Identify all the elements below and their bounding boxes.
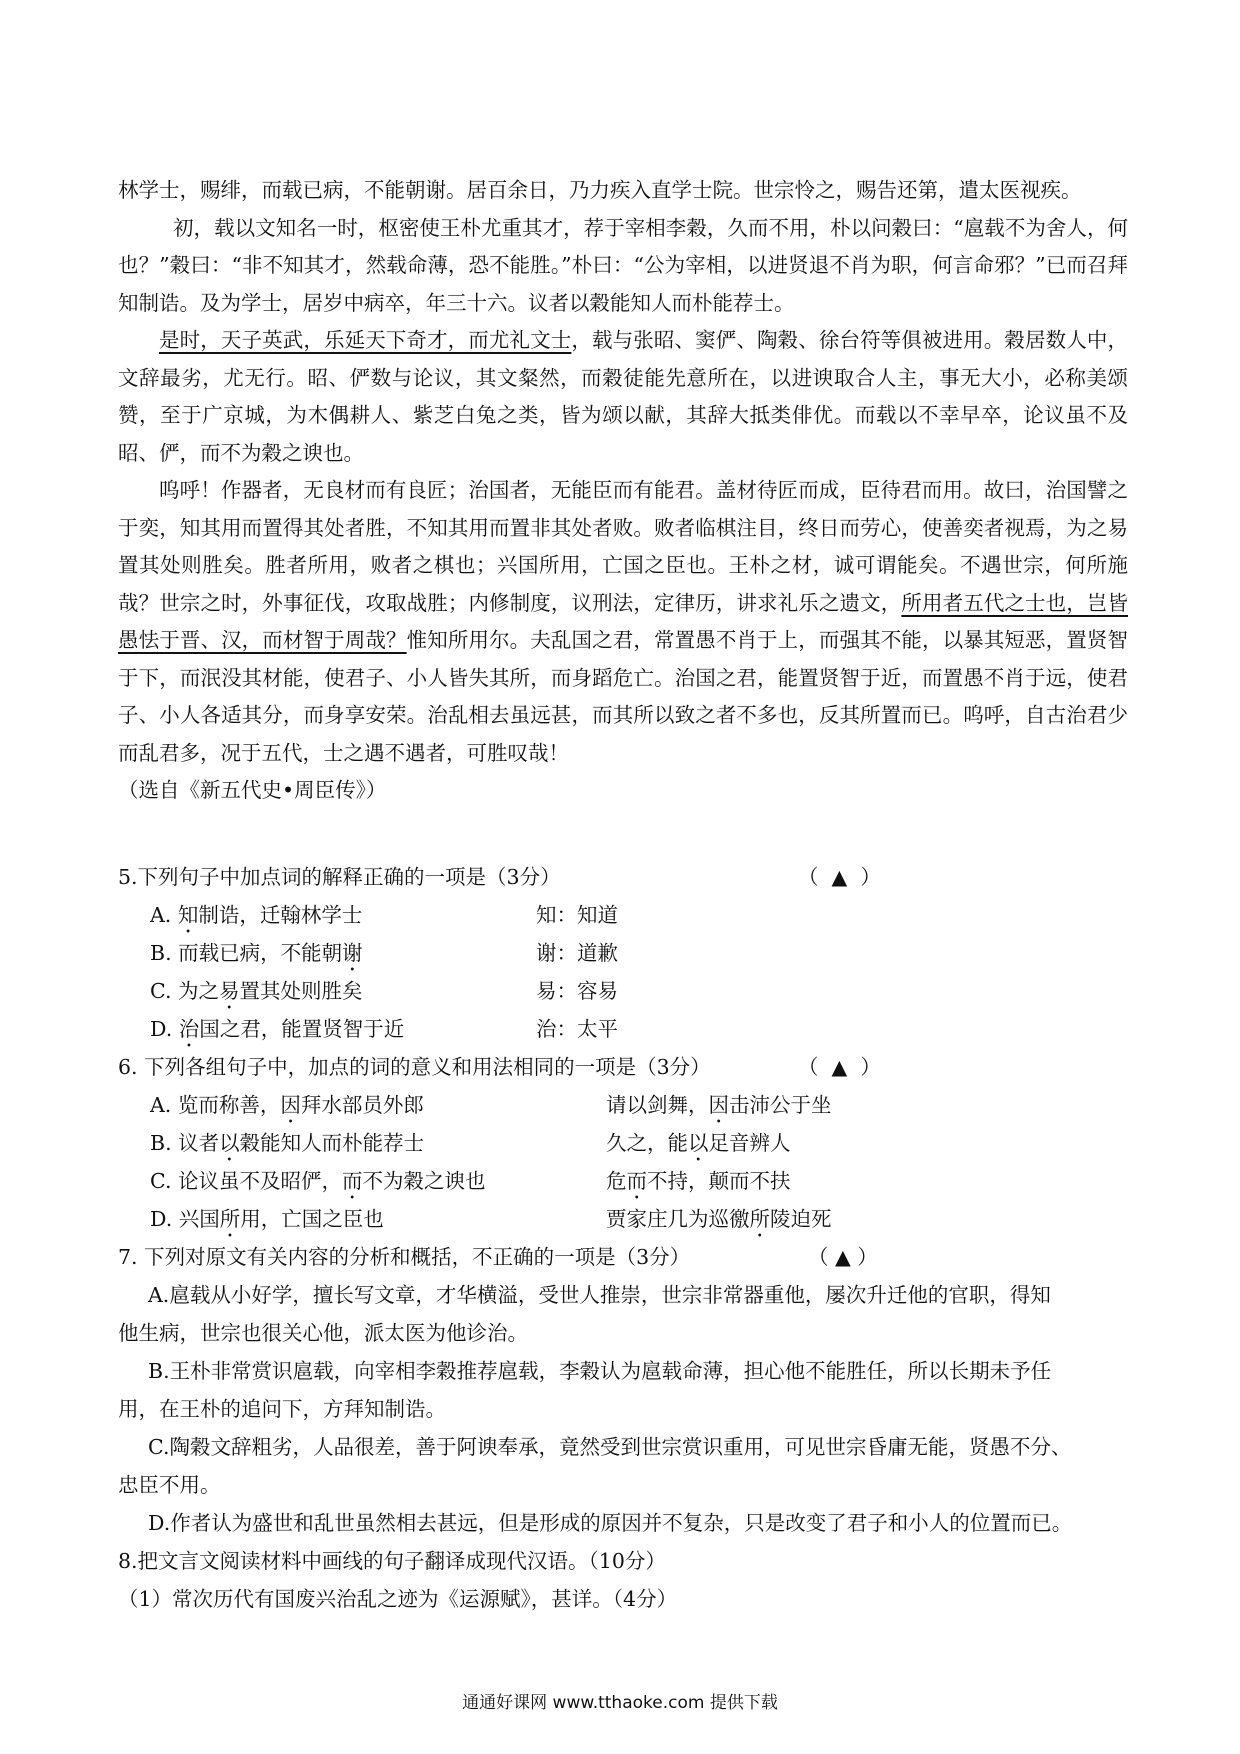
option-gloss: 治：太平 bbox=[536, 1017, 618, 1041]
question-6 bbox=[118, 1048, 1128, 1086]
q6-option-a bbox=[118, 1086, 1128, 1124]
option-text: 兴国 bbox=[178, 1207, 220, 1231]
option-text: 置其处则胜矣 bbox=[239, 979, 363, 1003]
page-footer: 通通好课网 www.tthaoke.com 提供下载 bbox=[462, 1693, 778, 1713]
option-label: C. bbox=[150, 979, 172, 1003]
q6-option-b bbox=[118, 1124, 1128, 1162]
question-8-sub-1: （1）常次历代有国废兴治乱之迹为《运源赋》，甚详。（4分） bbox=[118, 1587, 678, 1611]
option-label: B. bbox=[150, 1131, 172, 1155]
option-text: 不为穀之谀也 bbox=[362, 1169, 486, 1193]
passage-paragraph-4-end: 惟知所用尔。夫乱国之君，常置愚不肖于上，而强其不能，以暴其短恶，置贤智于下，而泯没其材能，使君子、小人皆失其所，而身蹈危亡。治国之君，能置贤智于近，而置愚不肖于远，使君子、小人各适其分，而身享安荣。治乱相去虽远甚，而其所以致之者不多也，反其所置而已。呜呼，自古治君少而乱君多，况于五代，士之遇不遇者，可胜叹哉！ bbox=[118, 628, 1129, 765]
q5-option-d bbox=[118, 1010, 1128, 1048]
dotted-word: 因 bbox=[708, 1093, 729, 1117]
q6-option-d bbox=[118, 1200, 1128, 1238]
q6-option-c bbox=[118, 1162, 1128, 1200]
option-text: 制诰，迁翰林学士 bbox=[198, 903, 363, 927]
q7-option-a-cont: 他生病，世宗也很关心他，派太医为他诊治。 bbox=[118, 1321, 528, 1345]
passage-paragraph-3 bbox=[118, 322, 1128, 472]
option-label: D. bbox=[150, 1207, 173, 1231]
passage-source: （选自《新五代史•周臣传》） bbox=[118, 778, 387, 802]
dotted-word: 所 bbox=[749, 1207, 770, 1231]
passage-paragraph-1: 林学士，赐绯，而载已病，不能朝谢。居百余日，乃力疾入直学士院。世宗怜之，赐告还第，遣太医视疾。 bbox=[118, 178, 1082, 202]
option-text: 而载已病，不能朝 bbox=[178, 941, 343, 965]
question-7 bbox=[118, 1238, 1128, 1276]
option-text: 用，亡国之臣也 bbox=[240, 1207, 384, 1231]
option-text: 请以剑舞， bbox=[606, 1093, 709, 1117]
option-gloss: 易：容易 bbox=[536, 979, 618, 1003]
option-label: B. bbox=[150, 941, 172, 965]
question-6-stem: 6. 下列各组句子中，加点的词的意义和用法相同的一项是（3分） bbox=[118, 1055, 711, 1079]
passage-paragraph-4-start: 呜呼！作器者，无良材而有良匠；治国者，无能臣而有能君。盖材待匠而成，臣待君而用。故曰，治国譬之于奕，知其用而置得其处者胜，不知其用而置非其处者败。败者临棋注目，终日而劳心，使善奕者视焉，为之易置其处则胜矣。胜者所用，败者之棋也；兴国所用，亡国之臣也。王朴之材，诚可谓能矣。不遇世宗，何所施哉？世宗之时，外事征伐，攻取战胜；内修制度，议刑法，定律历，讲求礼乐之遗文， bbox=[118, 478, 1128, 615]
q5-option-a bbox=[118, 896, 1128, 934]
answer-placeholder-6: （ ▲ ） bbox=[798, 1055, 881, 1079]
dotted-word: 而 bbox=[342, 1169, 363, 1193]
q7-option-c: C.陶穀文辞粗劣，人品很差，善于阿谀奉承，竟然受到世宗赏识重用，可见世宗昏庸无能，贤愚不分、 bbox=[148, 1435, 1072, 1459]
q7-option-c-cont: 忠臣不用。 bbox=[118, 1473, 221, 1497]
option-gloss: 知：知道 bbox=[536, 903, 618, 927]
answer-placeholder-7: （ ▲ ） bbox=[808, 1245, 878, 1269]
option-gloss: 谢：道歉 bbox=[536, 941, 618, 965]
comparison-sentence bbox=[606, 1200, 832, 1242]
question-8-stem: 8.把文言文阅读材料中画线的句子翻译成现代汉语。（10分） bbox=[118, 1549, 666, 1573]
passage-paragraph-4 bbox=[118, 472, 1128, 772]
option-text: 久之，能 bbox=[606, 1131, 688, 1155]
option-text: 不持，颠而不扶 bbox=[647, 1169, 791, 1193]
option-text: 拜水部员外郎 bbox=[300, 1093, 424, 1117]
classical-passage bbox=[118, 172, 1128, 810]
dotted-word: 治 bbox=[178, 1017, 200, 1041]
option-text: 贾家庄几为巡徼 bbox=[606, 1207, 750, 1231]
option-label: D. bbox=[150, 1017, 173, 1041]
option-text: 危 bbox=[606, 1169, 627, 1193]
underlined-sentence-2: 所用者五代之士也，岂皆愚怯于晋、汉，而材智于周哉？ bbox=[118, 590, 1129, 652]
option-text: 为之 bbox=[178, 979, 220, 1003]
option-label: A. bbox=[150, 1093, 172, 1117]
comparison-sentence bbox=[606, 1086, 832, 1128]
q5-option-b bbox=[118, 934, 1128, 972]
option-text: 议者 bbox=[178, 1131, 220, 1155]
dotted-word: 以 bbox=[688, 1131, 709, 1155]
question-5-stem: 5.下列句子中加点词的解释正确的一项是（3分） bbox=[118, 865, 561, 889]
comparison-sentence bbox=[606, 1162, 791, 1204]
answer-placeholder-5: （ ▲ ） bbox=[798, 865, 881, 889]
dotted-word: 而 bbox=[626, 1169, 647, 1193]
option-text: 击沛公于坐 bbox=[729, 1093, 832, 1117]
question-5 bbox=[118, 858, 1128, 896]
comparison-sentence bbox=[606, 1124, 791, 1166]
q7-option-a: A.扈载从小好学，擅长写文章，才华横溢，受世人推崇，世宗非常器重他，屡次升迁他的官职，得知 bbox=[148, 1283, 1051, 1307]
q5-option-c bbox=[118, 972, 1128, 1010]
q7-option-b: B.王朴非常赏识扈载，向宰相李穀推荐扈载，李穀认为扈载命薄，担心他不能胜任，所以长期未予任 bbox=[148, 1359, 1052, 1383]
option-text: 足音辨人 bbox=[708, 1131, 791, 1155]
option-text: 览而称善， bbox=[177, 1093, 281, 1117]
option-text: 穀能知人而朴能荐士 bbox=[239, 1131, 425, 1155]
option-text: 论议虽不及昭俨， bbox=[178, 1169, 343, 1193]
dotted-word: 知 bbox=[177, 903, 199, 927]
dotted-word: 以 bbox=[219, 1131, 240, 1155]
passage-paragraph-3-rest: ，载与张昭、窦俨、陶穀、徐台符等俱被进用。穀居数人中，文辞最劣，尤无行。昭、俨数与论议，其文粲然，而穀徒能先意所在，以进谀取合人主，事无大小，必称美颂赞，至于广京城，为木偶耕人、紫芝白兔之类，皆为颂以献，其辞大抵类俳优。而载以不幸早卒，论议虽不及昭、俨，而不为穀之谀也。 bbox=[118, 328, 1128, 465]
dotted-word: 易 bbox=[219, 979, 240, 1003]
dotted-word: 所 bbox=[219, 1207, 241, 1231]
questions-section bbox=[118, 858, 1128, 1618]
question-7-stem: 7. 下列对原文有关内容的分析和概括，不正确的一项是（3分） bbox=[118, 1245, 691, 1269]
underlined-sentence-1: 是时，天子英武，乐延天下奇才，而尤礼文士 bbox=[159, 328, 572, 352]
option-label: A. bbox=[150, 903, 172, 927]
passage-paragraph-2: 初，载以文知名一时，枢密使王朴尤重其才，荐于宰相李穀，久而不用，朴以问穀曰：“扈载不为舍人，何也？”穀曰：“非不知其才，然载命薄，恐不能胜。”朴曰：“公为宰相，以进贤退不肖为职，何言命邪？”已而召拜知制诰。及为学士，居岁中病卒，年三十六。议者以穀能知人而朴能荐士。 bbox=[118, 215, 1128, 315]
dotted-word: 因 bbox=[280, 1093, 301, 1117]
q7-option-b-cont: 用，在王朴的追问下，方拜知制诰。 bbox=[118, 1397, 446, 1421]
q7-option-d: D.作者认为盛世和乱世虽然相去甚远，但是形成的原因并不复杂，只是改变了君子和小人的位置而已。 bbox=[148, 1511, 1073, 1535]
option-text: 国之君，能置贤智于近 bbox=[199, 1017, 405, 1041]
dotted-word: 谢 bbox=[342, 941, 363, 965]
option-text: 陵迫死 bbox=[770, 1207, 832, 1231]
option-label: C. bbox=[150, 1169, 172, 1193]
